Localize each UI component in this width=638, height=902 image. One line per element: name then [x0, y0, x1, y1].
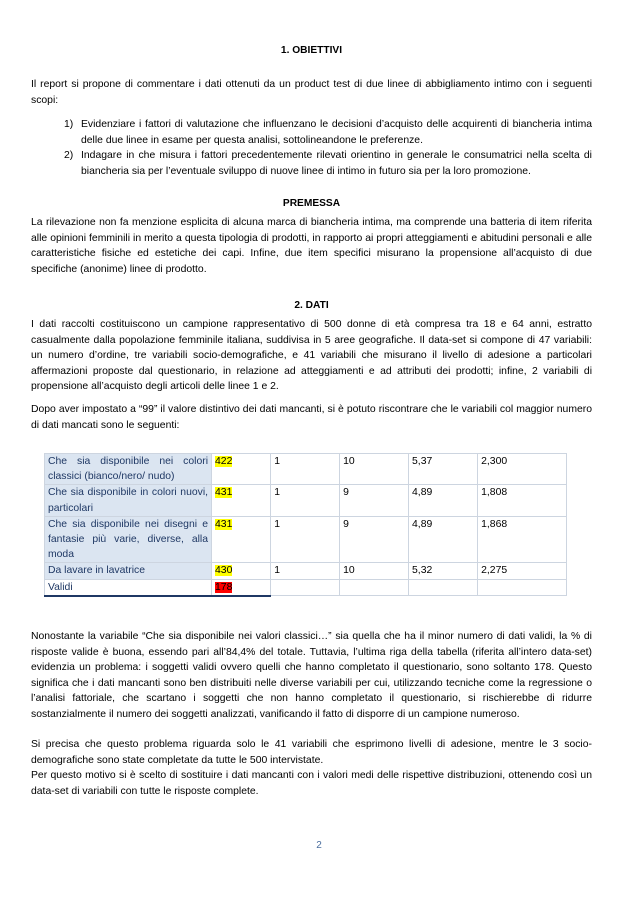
table-row	[45, 485, 567, 516]
table-row	[45, 516, 567, 563]
section-heading-dati: 2. DATI	[294, 300, 329, 311]
objectives-list	[31, 117, 592, 179]
table-cell-min: 1	[271, 516, 340, 563]
list-item	[31, 148, 592, 179]
list-number: 1)	[64, 119, 74, 130]
table-cell-sd: 2,300	[478, 454, 567, 485]
page-number: 2	[316, 840, 322, 851]
table-cell-label: Validi	[45, 579, 212, 596]
table-cell-label: Che sia disponibile nei disegni e fantasie più varie, diverse, alla moda	[45, 516, 212, 563]
section-heading-obiettivi: 1. OBIETTIVI	[280, 45, 343, 56]
table-cell-max: 10	[340, 563, 409, 579]
list-item-text: Indagare in che misura i fattori precedentemente rilevati orientino in generale le consumatrici nella scelta di biancheria sia per l’eventuale sviluppo di nuove linee di intimo in futuro sia per la loro promozione.	[81, 150, 592, 177]
table-cell-sd: 1,868	[478, 516, 567, 563]
table-cell-label: Da lavare in lavatrice	[45, 563, 212, 579]
valid-count-highlight: 431	[215, 487, 233, 499]
table-cell-sd: 1,808	[478, 485, 567, 516]
valid-count-highlight: 431	[215, 518, 233, 530]
table-cell-max: 10	[340, 454, 409, 485]
obiettivi-intro: Il report si propone di commentare i dati ottenuti da un product test di due linee di abbigliamento intimo con i seguenti scopi:	[31, 79, 592, 106]
table-cell-sd	[478, 579, 567, 596]
table-cell-mean: 4,89	[409, 516, 478, 563]
table-cell-n	[212, 563, 271, 579]
table-cell-max: 9	[340, 516, 409, 563]
table-cell-label: Che sia disponibile in colori nuovi, particolari	[45, 485, 212, 516]
list-item	[31, 117, 592, 148]
table-cell-n	[212, 516, 271, 563]
table-cell-max	[340, 579, 409, 596]
table-cell-n	[212, 485, 271, 516]
list-item-text: Evidenziare i fattori di valutazione che influenzano le decisioni d’acquisto delle acquirenti di biancheria intima delle due linee in esame per questa analisi, sottolineandone le preferenze.	[81, 119, 592, 146]
table-cell-min: 1	[271, 485, 340, 516]
table-cell-min: 1	[271, 563, 340, 579]
table-cell-n	[212, 454, 271, 485]
dati-paragraph-2: Dopo aver impostato a “99” il valore distintivo dei dati mancanti, si è potuto riscontrare che le variabili col maggior numero di dati mancati sono le seguenti:	[31, 404, 592, 431]
table-cell-mean: 4,89	[409, 485, 478, 516]
table-cell-max: 9	[340, 485, 409, 516]
section-heading-premessa: PREMESSA	[282, 198, 341, 209]
table-cell-min	[271, 579, 340, 596]
list-number: 2)	[64, 150, 74, 162]
table-row	[45, 563, 567, 579]
valid-count-highlight: 422	[215, 456, 233, 467]
premessa-text: La rilevazione non fa menzione esplicita di alcuna marca di biancheria intima, ma comprende una batteria di item riferita alle opinioni femminili in merito a questa tipologia di prodotti, in rapporto ai propri atteggiamenti e abitudini personali e alle caratteristiche fisiche ed estetiche dei capi. Infine, due item specifici misurano la propensione all’acquisto di due specifiche (anonime) linee di prodotto.	[31, 217, 592, 275]
table-cell-mean: 5,37	[409, 454, 478, 485]
valid-count-highlight: 178	[215, 581, 233, 593]
table-cell-label: Che sia disponibile nei colori classici (bianco/nero/ nudo)	[45, 454, 212, 485]
table-cell-min: 1	[271, 454, 340, 485]
valid-count-highlight: 430	[215, 565, 233, 577]
table-cell-mean	[409, 579, 478, 596]
table-cell-mean: 5,32	[409, 563, 478, 579]
closing-paragraph-2: Si precisa che questo problema riguarda solo le 41 variabili che esprimono livelli di adesione, mentre le 3 socio-demografiche sono state completate da tutte le 500 intervistate.	[31, 739, 592, 766]
table-row	[45, 454, 567, 485]
closing-paragraph-3: Per questo motivo si è scelto di sostituire i dati mancanti con i valori medi delle rispettive distribuzioni, ottenendo così un data-set di variabili con tutte le risposte complete.	[31, 770, 592, 797]
table-cell-sd: 2,275	[478, 563, 567, 579]
dati-paragraph-1: I dati raccolti costituiscono un campione rappresentativo di 500 donne di età compresa tra 18 e 64 anni, estratto casualmente dalla popolazione femminile italiana, suddivisa in 5 aree geografiche. Il data-set si compone di 47 variabili: un numero d’ordine, tre variabili socio-demografiche, e 41 variabili che misurano il livello di adesione a particolari affermazioni proposte dal questionario, in relazione ad atteggiamenti e ad attributi dei prodotti; infine, 2 variabili di propensione all’acquisto degli articoli delle linee 1 e 2.	[31, 319, 592, 393]
missing-data-table	[44, 453, 567, 597]
table-row	[45, 579, 567, 596]
closing-paragraph-1: Nonostante la variabile “Che sia disponibile nei valori classici…” sia quella che ha il minor numero di dati validi, la % di risposte valide è buona, essendo pari all’84,4% del totale. Tuttavia, l’ultima riga della tabella (riferita all’intero data-set) evidenzia un problema: i soggetti validi ovvero quelli che hanno completato il questionario, sono soltanto 178. Questo significa che i dati mancanti sono ben distribuiti nelle diverse variabili per cui, utilizzando tecniche come la regressione o l’analisi fattoriale, che scartano i soggetti che non hanno completato il questionario, si rischierebbe di ridurre sostanzialmente il numero dei soggetti analizzati, vanificando il fatto di disporre di un campione numeroso.	[31, 631, 592, 720]
table-cell-n	[212, 579, 271, 596]
